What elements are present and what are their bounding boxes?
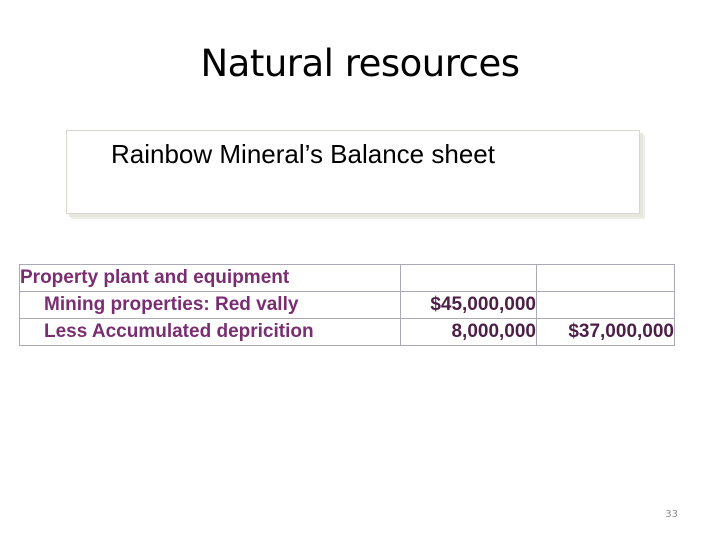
row-net: $37,000,000 — [537, 319, 675, 346]
row-net — [537, 292, 675, 319]
row-label: Mining properties: Red vally — [20, 292, 401, 319]
page-number: 33 — [665, 509, 678, 520]
caption-box — [66, 130, 640, 214]
row-label: Property plant and equipment — [20, 265, 401, 292]
caption-text: Rainbow Mineral’s Balance sheet — [111, 139, 495, 169]
row-amount: 8,000,000 — [401, 319, 537, 346]
balance-sheet-table — [19, 264, 675, 346]
row-net — [537, 265, 675, 292]
slide-title: Natural resources — [200, 42, 520, 85]
row-amount — [401, 265, 537, 292]
row-amount: $45,000,000 — [401, 292, 537, 319]
table-row — [20, 292, 675, 319]
row-label: Less Accumulated depricition — [20, 319, 401, 346]
table-row — [20, 265, 675, 292]
table-row — [20, 319, 675, 346]
